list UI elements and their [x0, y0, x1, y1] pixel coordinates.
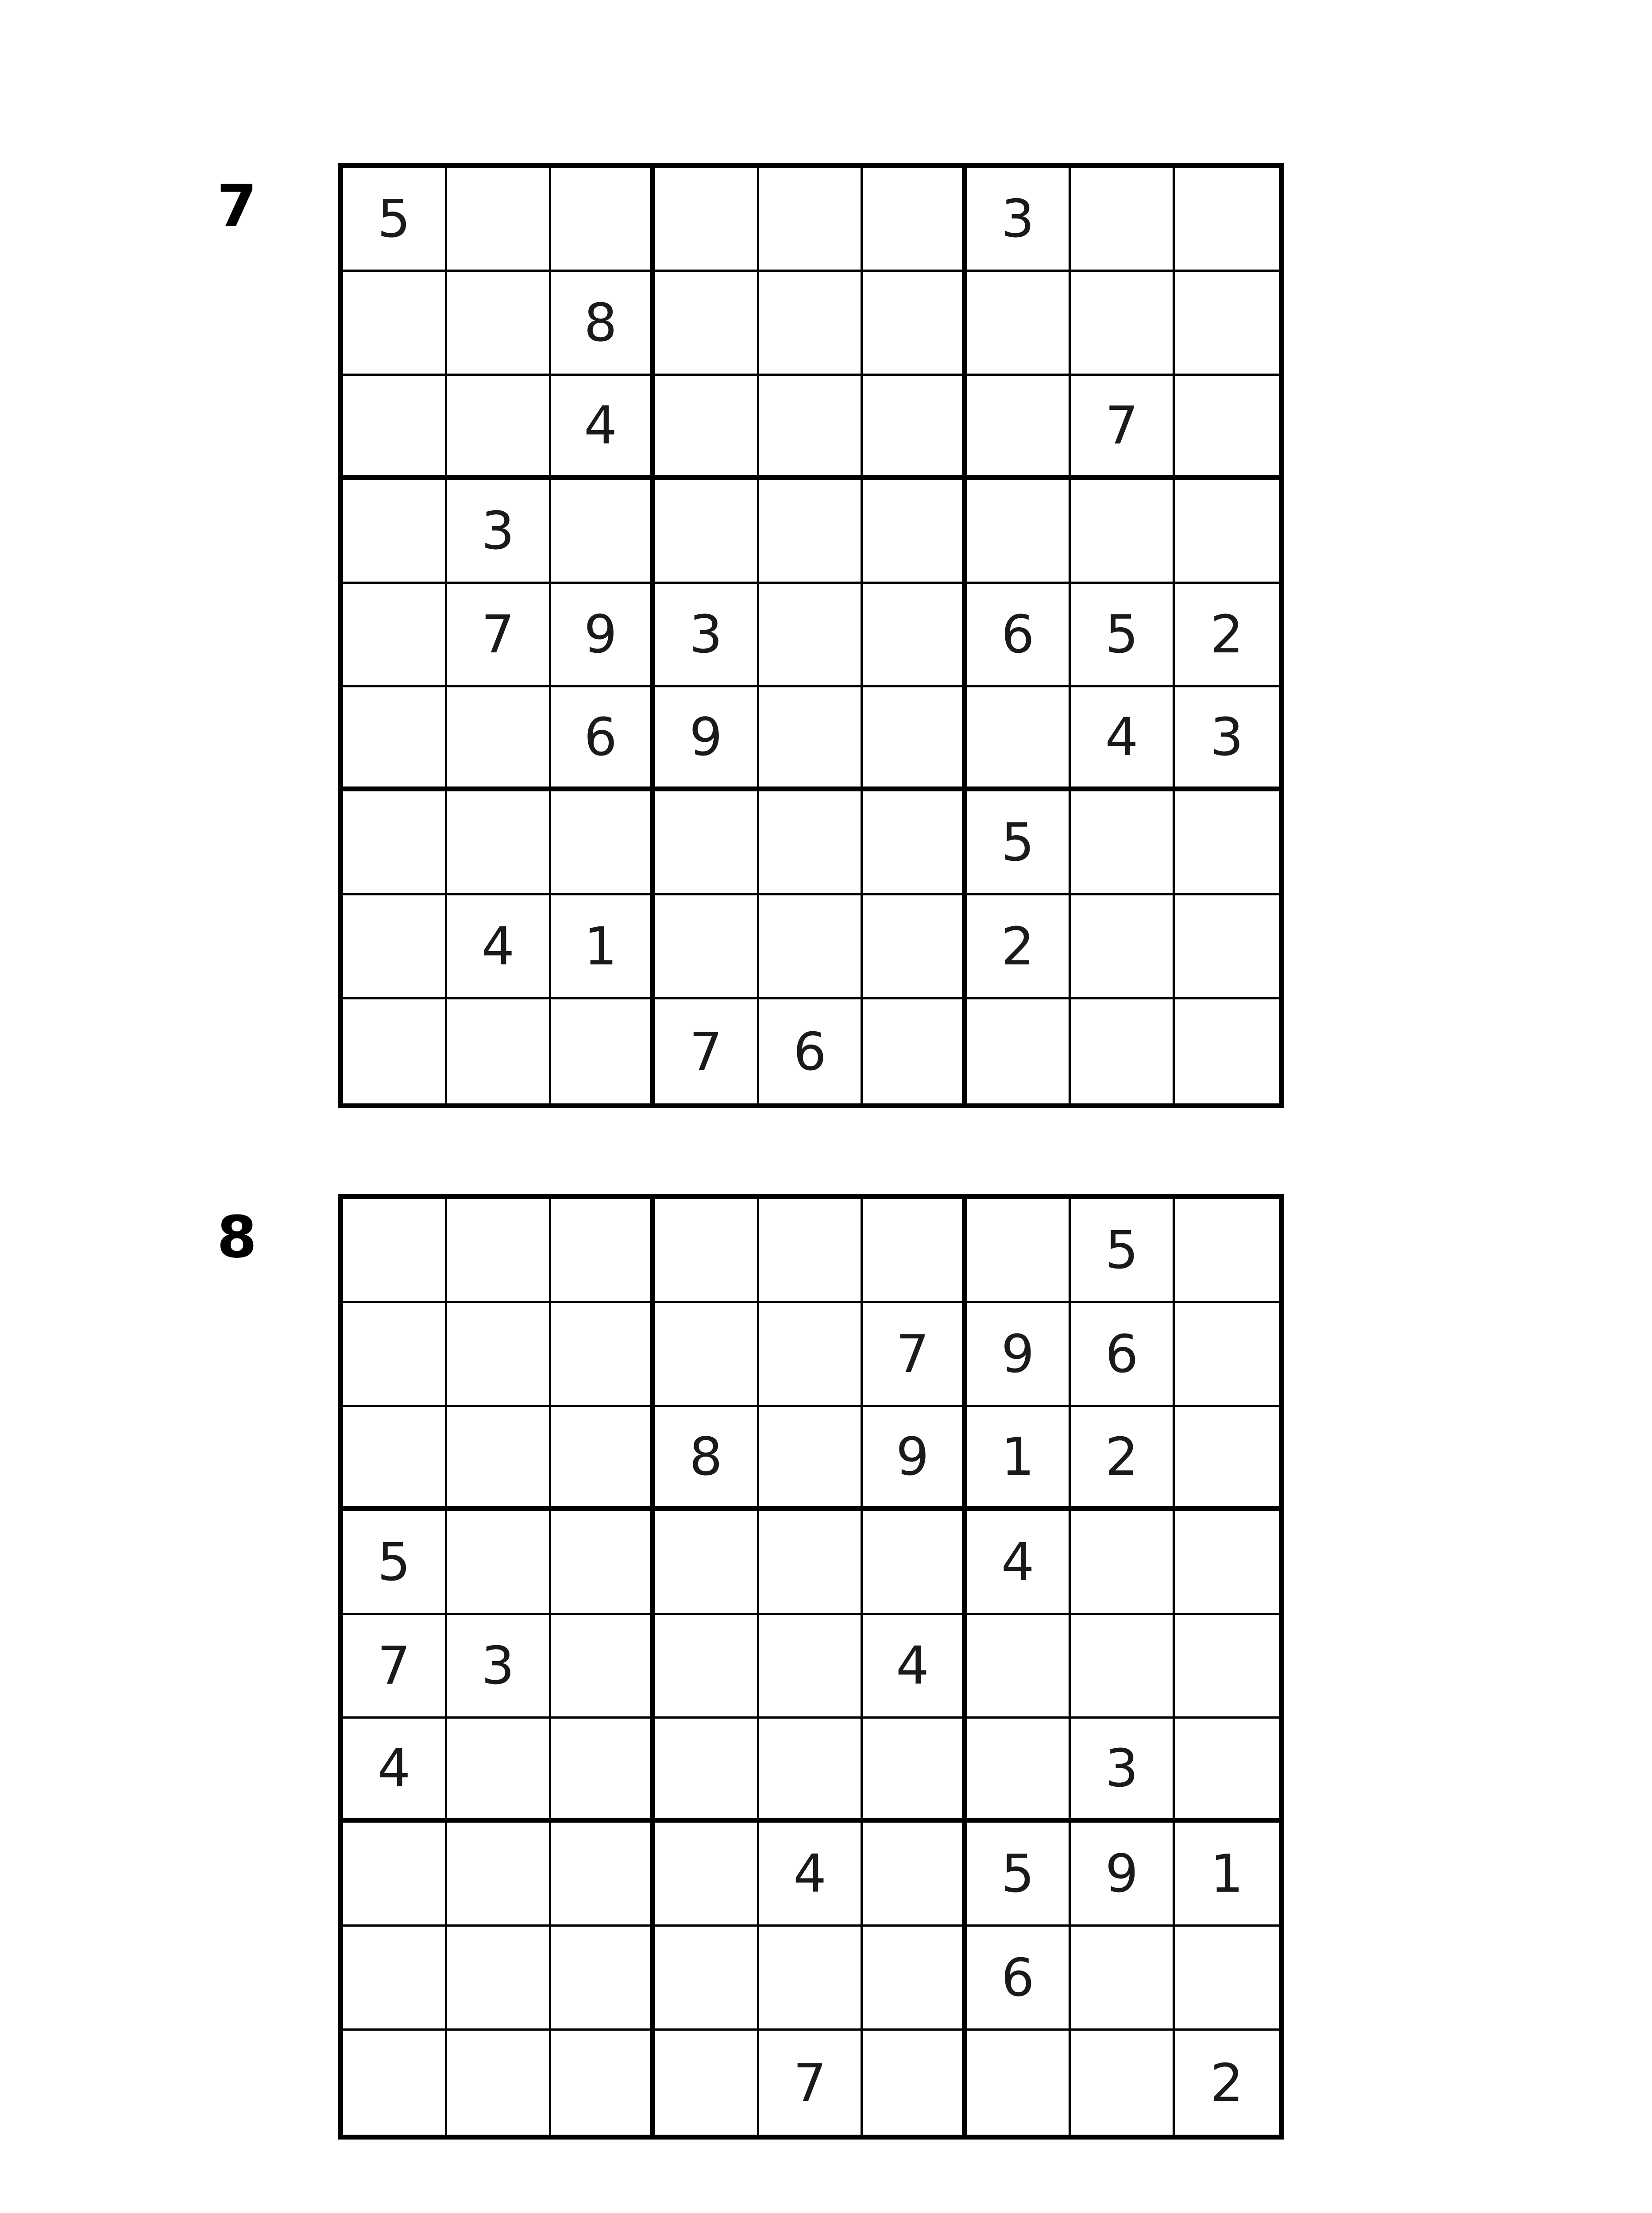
given-cell: 9 [863, 1407, 967, 1511]
given-cell: 3 [447, 480, 551, 584]
given-cell: 9 [655, 687, 759, 791]
empty-cell[interactable] [1071, 1927, 1175, 2031]
given-cell: 8 [551, 272, 655, 376]
given-cell: 3 [1071, 1719, 1175, 1823]
empty-cell[interactable] [967, 2031, 1071, 2135]
empty-cell[interactable] [343, 791, 447, 895]
given-cell: 4 [551, 376, 655, 480]
empty-cell[interactable] [343, 1927, 447, 2031]
empty-cell[interactable] [967, 480, 1071, 584]
empty-cell[interactable] [1175, 791, 1279, 895]
given-cell: 2 [1071, 1407, 1175, 1511]
given-cell: 9 [967, 1303, 1071, 1407]
empty-cell[interactable] [759, 1615, 863, 1719]
empty-cell[interactable] [343, 1199, 447, 1303]
empty-cell[interactable] [863, 376, 967, 480]
empty-cell[interactable] [759, 1719, 863, 1823]
empty-cell[interactable] [655, 1511, 759, 1615]
sudoku-puzzle-7 [0, 0, 1652, 1082]
empty-cell[interactable] [863, 1199, 967, 1303]
given-cell: 7 [863, 1303, 967, 1407]
empty-cell[interactable] [447, 1823, 551, 1927]
empty-cell[interactable] [343, 272, 447, 376]
empty-cell[interactable] [655, 1823, 759, 1927]
empty-cell[interactable] [1071, 168, 1175, 272]
given-cell: 3 [967, 168, 1071, 272]
empty-cell[interactable] [863, 2031, 967, 2135]
empty-cell[interactable] [447, 1303, 551, 1407]
empty-cell[interactable] [759, 1199, 863, 1303]
empty-cell[interactable] [343, 1823, 447, 1927]
empty-cell[interactable] [759, 584, 863, 688]
given-cell: 4 [343, 1719, 447, 1823]
given-cell: 5 [967, 791, 1071, 895]
empty-cell[interactable] [551, 1511, 655, 1615]
empty-cell[interactable] [447, 2031, 551, 2135]
empty-cell[interactable] [863, 168, 967, 272]
empty-cell[interactable] [967, 376, 1071, 480]
empty-cell[interactable] [343, 584, 447, 688]
empty-cell[interactable] [1175, 1199, 1279, 1303]
empty-cell[interactable] [655, 1927, 759, 2031]
empty-cell[interactable] [551, 1615, 655, 1719]
puzzle-number: 8 [217, 1203, 257, 1271]
empty-cell[interactable] [1175, 1511, 1279, 1615]
given-cell: 7 [447, 584, 551, 688]
empty-cell[interactable] [1175, 1407, 1279, 1511]
given-cell: 4 [1071, 687, 1175, 791]
empty-cell[interactable] [759, 791, 863, 895]
empty-cell[interactable] [551, 1303, 655, 1407]
given-cell: 2 [967, 895, 1071, 999]
empty-cell[interactable] [447, 1511, 551, 1615]
given-cell: 6 [759, 999, 863, 1103]
given-cell: 4 [759, 1823, 863, 1927]
given-cell: 8 [655, 1407, 759, 1511]
empty-cell[interactable] [343, 1303, 447, 1407]
empty-cell[interactable] [1175, 272, 1279, 376]
given-cell: 3 [655, 584, 759, 688]
given-cell: 4 [863, 1615, 967, 1719]
given-cell: 1 [1175, 1823, 1279, 1927]
empty-cell[interactable] [863, 1927, 967, 2031]
given-cell: 5 [967, 1823, 1071, 1927]
empty-cell[interactable] [655, 895, 759, 999]
given-cell: 5 [1071, 584, 1175, 688]
empty-cell[interactable] [447, 1407, 551, 1511]
empty-cell[interactable] [343, 480, 447, 584]
empty-cell[interactable] [863, 1511, 967, 1615]
empty-cell[interactable] [1175, 168, 1279, 272]
empty-cell[interactable] [551, 2031, 655, 2135]
empty-cell[interactable] [1071, 1615, 1175, 1719]
empty-cell[interactable] [1071, 272, 1175, 376]
empty-cell[interactable] [1071, 895, 1175, 999]
given-cell: 1 [967, 1407, 1071, 1511]
empty-cell[interactable] [447, 1199, 551, 1303]
empty-cell[interactable] [551, 1407, 655, 1511]
given-cell: 6 [967, 584, 1071, 688]
given-cell: 7 [655, 999, 759, 1103]
empty-cell[interactable] [655, 1719, 759, 1823]
empty-cell[interactable] [447, 272, 551, 376]
sudoku-grid [338, 163, 1284, 1108]
empty-cell[interactable] [551, 1927, 655, 2031]
empty-cell[interactable] [1071, 480, 1175, 584]
empty-cell[interactable] [1175, 376, 1279, 480]
given-cell: 7 [759, 2031, 863, 2135]
empty-cell[interactable] [343, 687, 447, 791]
empty-cell[interactable] [551, 1199, 655, 1303]
empty-cell[interactable] [1175, 1927, 1279, 2031]
empty-cell[interactable] [343, 895, 447, 999]
given-cell: 5 [343, 1511, 447, 1615]
empty-cell[interactable] [1175, 1719, 1279, 1823]
given-cell: 5 [343, 168, 447, 272]
empty-cell[interactable] [967, 1199, 1071, 1303]
empty-cell[interactable] [655, 2031, 759, 2135]
empty-cell[interactable] [343, 2031, 447, 2135]
empty-cell[interactable] [655, 1615, 759, 1719]
empty-cell[interactable] [1175, 480, 1279, 584]
given-cell: 4 [447, 895, 551, 999]
empty-cell[interactable] [655, 376, 759, 480]
empty-cell[interactable] [1175, 895, 1279, 999]
given-cell: 5 [1071, 1199, 1175, 1303]
empty-cell[interactable] [759, 1407, 863, 1511]
given-cell: 9 [551, 584, 655, 688]
empty-cell[interactable] [551, 480, 655, 584]
empty-cell[interactable] [759, 480, 863, 584]
sudoku-grid [338, 1194, 1284, 2140]
given-cell: 3 [447, 1615, 551, 1719]
empty-cell[interactable] [655, 1303, 759, 1407]
puzzle-number: 7 [217, 172, 257, 239]
empty-cell[interactable] [447, 791, 551, 895]
empty-cell[interactable] [967, 687, 1071, 791]
empty-cell[interactable] [1071, 1511, 1175, 1615]
given-cell: 7 [343, 1615, 447, 1719]
empty-cell[interactable] [655, 272, 759, 376]
empty-cell[interactable] [1071, 791, 1175, 895]
given-cell: 2 [1175, 584, 1279, 688]
empty-cell[interactable] [343, 1407, 447, 1511]
given-cell: 3 [1175, 687, 1279, 791]
given-cell: 2 [1210, 2052, 1244, 2113]
empty-cell[interactable] [655, 791, 759, 895]
empty-cell[interactable] [551, 791, 655, 895]
empty-cell[interactable] [1071, 2031, 1175, 2135]
empty-cell[interactable] [967, 272, 1071, 376]
empty-cell[interactable] [759, 1927, 863, 2031]
empty-cell[interactable] [655, 168, 759, 272]
empty-cell[interactable] [343, 376, 447, 480]
given-cell: 1 [551, 895, 655, 999]
empty-cell[interactable] [863, 791, 967, 895]
sudoku-puzzle-8 [0, 1031, 1652, 2113]
empty-cell[interactable] [447, 1927, 551, 2031]
empty-cell[interactable] [967, 1719, 1071, 1823]
empty-cell[interactable] [759, 895, 863, 999]
empty-cell[interactable] [759, 376, 863, 480]
empty-cell[interactable] [447, 376, 551, 480]
empty-cell[interactable] [1175, 1615, 1279, 1719]
empty-cell[interactable] [447, 1719, 551, 1823]
empty-cell[interactable] [551, 1823, 655, 1927]
empty-cell[interactable] [759, 687, 863, 791]
empty-cell[interactable] [759, 272, 863, 376]
empty-cell[interactable] [447, 168, 551, 272]
given-cell: 4 [967, 1511, 1071, 1615]
empty-cell[interactable] [863, 584, 967, 688]
empty-cell[interactable] [655, 1199, 759, 1303]
given-cell: 6 [967, 1927, 1071, 2031]
given-cell: 6 [1071, 1303, 1175, 1407]
empty-cell[interactable] [551, 1719, 655, 1823]
empty-cell[interactable] [759, 168, 863, 272]
empty-cell[interactable] [863, 1719, 967, 1823]
empty-cell[interactable] [863, 1823, 967, 1927]
empty-cell[interactable] [655, 480, 759, 584]
empty-cell[interactable] [967, 1615, 1071, 1719]
given-cell: 6 [551, 687, 655, 791]
empty-cell[interactable] [551, 168, 655, 272]
empty-cell[interactable] [759, 1303, 863, 1407]
empty-cell[interactable] [863, 480, 967, 584]
empty-cell[interactable] [1175, 1303, 1279, 1407]
empty-cell[interactable] [759, 1511, 863, 1615]
given-cell: 7 [1071, 376, 1175, 480]
given-cell: 9 [1071, 1823, 1175, 1927]
empty-cell[interactable] [447, 687, 551, 791]
empty-cell[interactable] [863, 895, 967, 999]
empty-cell[interactable] [863, 272, 967, 376]
empty-cell[interactable] [863, 687, 967, 791]
